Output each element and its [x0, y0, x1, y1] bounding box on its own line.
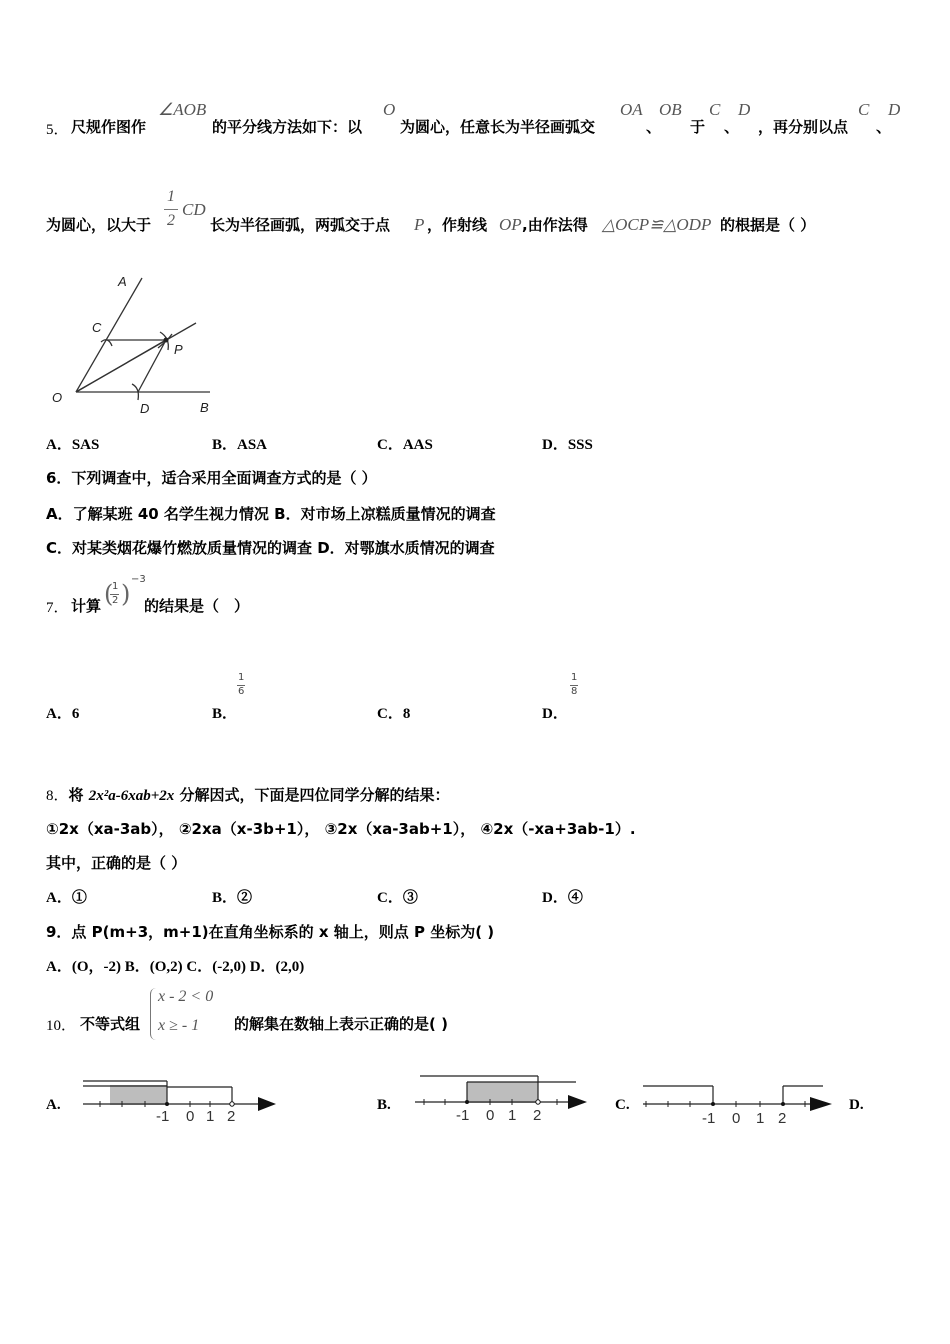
tick-neg1: -1: [456, 1107, 470, 1124]
q5-frac-den: 2: [167, 212, 175, 229]
tick-0: 0: [732, 1110, 741, 1127]
q7-paren-right: ): [121, 580, 131, 608]
shaded-region: [110, 1085, 167, 1105]
q5-text-3: 为圆心，任意长为半径画弧交: [400, 118, 596, 136]
q8-expression: 2x²a-6xab+2x: [88, 788, 175, 804]
q5-op: OP: [499, 215, 522, 234]
q5-option-a[interactable]: A．SAS: [46, 437, 100, 453]
q7-frac-den: 2: [112, 595, 119, 606]
q7-option-b-num: 1: [238, 672, 245, 683]
q8-which: 其中，正确的是（ ）: [46, 854, 187, 872]
q7-option-b-den: 6: [238, 686, 245, 697]
q8-results: ①2x（xa-3ab）， ②2xa（x-3b+1）， ③2x（xa-3ab+1）， ④2x（-xa+3ab-1）.: [46, 820, 636, 838]
q5-angle: ∠AOB: [158, 100, 207, 119]
q5-text-9: 的根据是（ ）: [720, 216, 816, 234]
q5-c: C: [709, 100, 721, 119]
q7-exponent: −3: [131, 574, 146, 585]
q7-number: 7．: [46, 600, 69, 616]
q5-sep-1: 、: [646, 118, 662, 136]
q9-options[interactable]: A．(O，-2) B．(O,2) C．(-2,0) D．(2,0): [46, 959, 305, 975]
q7-text-2: 的结果是（ ）: [144, 597, 250, 615]
q5-congruence: △OCP≌△ODP: [602, 215, 712, 234]
q10-option-b-number-line[interactable]: [412, 1070, 592, 1126]
q10-option-a-number-line[interactable]: [80, 1076, 280, 1126]
q5-text-6: 长为半径画弧，两弧交于点: [210, 216, 391, 234]
q8-stem: [46, 784, 450, 805]
tick-neg1: -1: [156, 1108, 170, 1125]
q10-number: 10．: [46, 1018, 77, 1034]
q5-c2: C: [858, 100, 870, 119]
label-p: P: [174, 342, 183, 357]
q7-option-c[interactable]: C．8: [377, 706, 411, 722]
label-o: O: [52, 390, 63, 405]
q10-inequality-2: x ≥ - 1: [158, 1017, 200, 1034]
tick-1: 1: [508, 1107, 517, 1124]
q5-option-d[interactable]: D．SSS: [542, 437, 593, 453]
q7-option-b-label: B．: [212, 706, 238, 722]
q10-option-b-label[interactable]: B.: [377, 1097, 391, 1113]
q7-option-a[interactable]: A．6: [46, 706, 80, 722]
q5-text-8: ,由作法得: [522, 216, 588, 234]
tick-neg1: -1: [702, 1110, 716, 1127]
q10-inequality-1: x - 2 < 0: [158, 988, 214, 1005]
tick-2: 2: [227, 1108, 236, 1125]
q10-option-c-label[interactable]: C.: [615, 1097, 630, 1113]
q8-option-d[interactable]: D．④: [542, 890, 583, 906]
label-a: A: [118, 274, 127, 289]
q5-frac-num: 1: [167, 188, 175, 205]
q5-d: D: [738, 100, 751, 119]
q10-option-a-label[interactable]: A.: [46, 1097, 61, 1113]
tick-2: 2: [778, 1110, 787, 1127]
q7-option-d-num: 1: [571, 672, 578, 683]
q7-option-d-den: 8: [571, 686, 578, 697]
q10-text-1: 不等式组: [80, 1015, 141, 1033]
q7-option-b[interactable]: [212, 672, 272, 722]
point-p: [164, 338, 169, 343]
q5-sep-2: 、: [724, 118, 740, 136]
q5-yu: 于: [690, 118, 706, 136]
q6-options-row-2[interactable]: C．对某类烟花爆竹燃放质量情况的调查 D．对鄂旗水质情况的调查: [46, 539, 495, 557]
ray-oa: [76, 278, 142, 392]
tick-0: 0: [486, 1107, 495, 1124]
q5-number: 5．: [46, 122, 69, 138]
q7-option-d[interactable]: [542, 672, 602, 722]
q5-option-c[interactable]: C．AAS: [377, 437, 433, 453]
q5-sep-3: 、: [876, 118, 892, 136]
q5-text-2: 的平分线方法如下：以: [212, 118, 363, 136]
q5-figure: [46, 268, 226, 423]
q5-option-b[interactable]: B．ASA: [212, 437, 268, 453]
shaded-region: [467, 1082, 538, 1103]
q7-paren-left: (: [104, 580, 114, 608]
q6-stem: 6．下列调查中，适合采用全面调查方式的是（ ）: [46, 469, 377, 487]
label-d: D: [140, 401, 150, 416]
q8-option-c[interactable]: C．③: [377, 890, 418, 906]
q10-text-2: 的解集在数轴上表示正确的是( ): [234, 1015, 448, 1033]
q6-options-row-1[interactable]: A．了解某班 40 名学生视力情况 B．对市场上凉糕质量情况的调查: [46, 505, 496, 523]
q5-text-1: 尺规作图作: [71, 118, 147, 136]
tick-1: 1: [756, 1110, 765, 1127]
q8-option-a[interactable]: A．①: [46, 890, 87, 906]
q5-cd: CD: [182, 200, 206, 219]
q5-o: O: [383, 100, 396, 119]
q8-text-2: 分解因式，下面是四位同学分解的结果：: [174, 786, 450, 804]
q7-frac-num: 1: [112, 581, 119, 592]
q10-option-c-number-line[interactable]: [640, 1078, 840, 1128]
q5-ob: OB: [659, 100, 682, 119]
q10-line: [46, 986, 516, 1046]
tick-1: 1: [206, 1108, 215, 1125]
q5-p: P: [414, 215, 425, 234]
q7-text-1: 计算: [71, 597, 102, 615]
q5-d2: D: [888, 100, 901, 119]
tick-0: 0: [186, 1108, 195, 1125]
label-b: B: [200, 400, 209, 415]
q5-frac-bar: [164, 209, 178, 210]
tick-2: 2: [533, 1107, 542, 1124]
q7-option-d-label: D．: [542, 706, 568, 722]
q8-number: 8．: [46, 788, 69, 804]
q5-oa: OA: [620, 100, 643, 119]
q5-text-7: ，作射线: [427, 216, 488, 234]
q10-brace: [150, 988, 156, 1040]
q5-text-5: 为圆心，以大于: [46, 216, 152, 234]
label-c: C: [92, 320, 102, 335]
q9-stem: 9．点 P(m+3，m+1)在直角坐标系的 x 轴上，则点 P 坐标为( ): [46, 923, 495, 941]
q8-text-1: 将: [68, 786, 89, 804]
q10-option-d-label[interactable]: D.: [849, 1097, 864, 1113]
q5-text-4: ，再分别以点: [758, 118, 849, 136]
q8-option-b[interactable]: B．②: [212, 890, 253, 906]
